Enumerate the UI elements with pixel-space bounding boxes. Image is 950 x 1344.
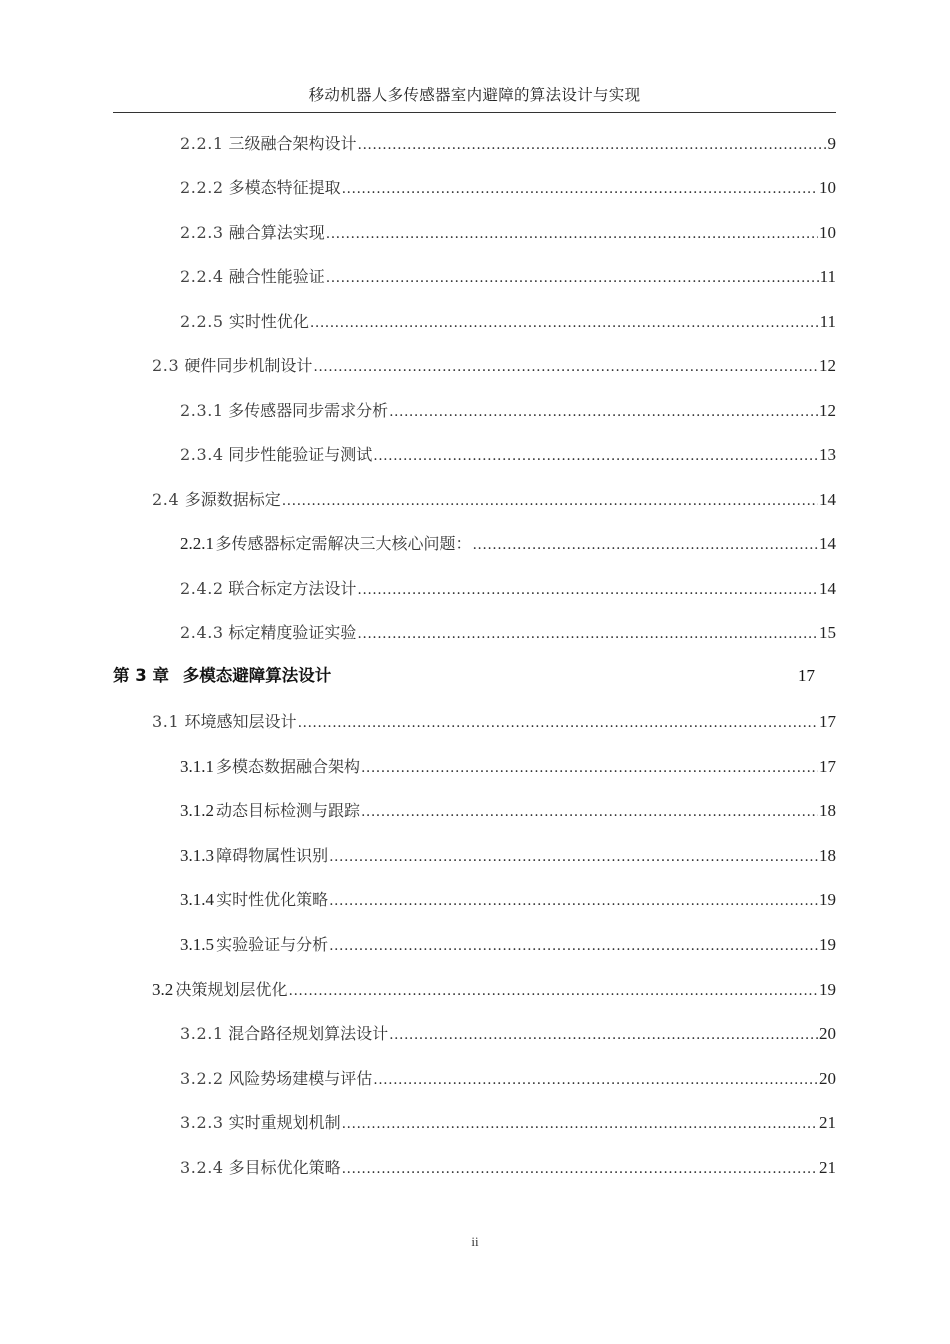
toc-entry[interactable] [180,1156,836,1181]
toc-entry-page: 14 [819,534,836,553]
toc-entry-page: 12 [819,401,836,420]
dot-leader [389,400,818,424]
toc-entry-title: 硬件同步机制设计 [184,356,313,375]
toc-entry[interactable] [152,978,836,1003]
toc-entry[interactable] [180,933,836,958]
toc-entry[interactable] [180,1067,836,1092]
toc-entry-number: 2.4.3 [180,623,224,642]
toc-entry-page: 11 [819,312,836,331]
toc-entry[interactable] [180,176,836,201]
toc-entry-number: 2.3.1 [180,401,224,420]
dot-leader [313,355,818,379]
dot-leader [342,1157,818,1181]
dot-leader [357,578,818,602]
dot-leader [289,979,818,1003]
toc-entry-number: 3.1.5 [180,935,214,954]
toc-entry-page: 21 [819,1158,836,1177]
toc-entry[interactable] [180,621,836,646]
page-number: ii [471,1234,479,1249]
toc-entry[interactable] [152,354,836,379]
toc-entry-number: 3.1 [152,712,180,731]
dot-leader [326,266,819,290]
toc-entry-title: 多源数据标定 [184,490,281,509]
toc-entry-page: 19 [819,935,836,954]
toc-entry-page: 12 [819,356,836,375]
dot-leader [358,133,827,157]
toc-entry[interactable] [180,799,836,824]
toc-entry-number: 2.3.4 [180,445,224,464]
toc-entry-title: 多传感器标定需解决三大核心问题： [215,534,472,553]
toc-entry-title: 融合性能验证 [228,267,325,286]
chapter-page: 17 [798,666,815,685]
toc-entry-number: 2.2.1 [180,534,214,553]
toc-entry-number: 3.2.3 [180,1113,224,1132]
toc-entry-title: 多模态数据融合架构 [215,757,360,776]
toc-entry-number: 3.2.2 [180,1069,224,1088]
toc-entry-page: 17 [819,712,836,731]
toc-entry[interactable] [180,221,836,246]
toc-entry-title: 动态目标检测与跟踪 [215,801,360,820]
toc-entry-page: 19 [819,890,836,909]
toc-entry-page: 11 [819,267,836,286]
toc-entry-title: 环境感知层设计 [184,712,297,731]
toc-entry-title: 实时性优化策略 [216,890,329,909]
running-header: 移动机器人多传感器室内避障的算法设计与实现 [308,86,641,104]
dot-leader [357,622,818,646]
toc-entry-title: 多传感器同步需求分析 [228,401,389,420]
dot-leader [472,533,818,557]
toc-entry[interactable] [152,488,836,513]
chapter-number: 第 3 章 [113,666,169,685]
toc-entry-number: 2.3 [152,356,180,375]
toc-entry[interactable] [180,399,836,424]
toc-entry-number: 3.1.4 [180,890,214,909]
toc-entry-page: 17 [819,757,836,776]
toc-entry-title: 风险势场建模与评估 [228,1069,373,1088]
toc-entry-number: 3.2 [152,980,174,999]
toc-entry-page: 20 [819,1024,836,1043]
toc-entry[interactable] [180,755,836,780]
toc-entry-page: 18 [819,801,836,820]
toc-entry-title: 决策规划层优化 [175,980,288,999]
dot-leader [342,1112,818,1136]
toc-entry-title: 联合标定方法设计 [228,579,357,598]
toc-entry-number: 3.1.1 [180,757,214,776]
dot-leader [298,711,818,735]
toc-entry-number: 2.4 [152,490,180,509]
toc-entry-title: 多模态特征提取 [228,178,341,197]
toc-entry-title: 实时重规划机制 [228,1113,341,1132]
toc-entry[interactable] [180,888,836,913]
toc-entry-title: 标定精度验证实验 [228,623,357,642]
toc-entry-title: 融合算法实现 [228,223,325,242]
dot-leader [326,222,818,246]
dot-leader [373,444,818,468]
toc-entry-title: 混合路径规划算法设计 [228,1024,389,1043]
header-rule [113,112,836,113]
dot-leader [282,489,818,513]
toc-entry[interactable] [180,1111,836,1136]
toc-entry-number: 3.1.2 [180,801,214,820]
toc-entry-page: 18 [819,846,836,865]
toc-entry[interactable] [180,844,836,869]
dot-leader [389,1023,818,1047]
toc-entry-page: 14 [819,490,836,509]
toc-entry-page: 10 [819,223,836,242]
dot-leader [361,756,818,780]
toc-entry-title: 同步性能验证与测试 [228,445,373,464]
toc-entry[interactable] [180,443,836,468]
toc-entry-page: 13 [819,445,836,464]
toc-entry-number: 2.2.1 [180,134,224,153]
toc-entry-title: 三级融合架构设计 [228,134,357,153]
toc-entry[interactable] [152,710,836,735]
toc-entry[interactable] [180,265,836,290]
toc-entry-page: 19 [819,980,836,999]
toc-entry-title: 实时性优化 [228,312,309,331]
toc-entry-page: 10 [819,178,836,197]
chapter-title: 多模态避障算法设计 [182,666,332,685]
toc-entry-number: 2.4.2 [180,579,224,598]
toc-entry-number: 2.2.4 [180,267,224,286]
toc-entry-number: 3.1.3 [180,846,214,865]
dot-leader [329,934,818,958]
toc-entry-number: 2.2.2 [180,178,224,197]
toc-entry[interactable] [180,532,836,557]
toc-entry-title: 多目标优化策略 [228,1158,341,1177]
toc-entry[interactable] [180,132,836,157]
toc-entry-number: 3.2.1 [180,1024,224,1043]
toc-entry[interactable] [180,1022,836,1047]
dot-leader [373,1068,818,1092]
toc-entry-page: 15 [819,623,836,642]
dot-leader [329,845,818,869]
dot-leader [361,800,818,824]
dot-leader [342,177,818,201]
toc-entry-number: 2.2.5 [180,312,224,331]
toc-entry-page: 20 [819,1069,836,1088]
toc-entry-title: 实验验证与分析 [216,935,329,954]
toc-entry-page: 21 [819,1113,836,1132]
toc-entry-title: 障碍物属性识别 [216,846,329,865]
toc-entry[interactable] [180,310,836,335]
dot-leader [329,889,818,913]
toc-entry-number: 2.2.3 [180,223,224,242]
toc-entry-page: 14 [819,579,836,598]
toc-entry-number: 3.2.4 [180,1158,224,1177]
toc-entry[interactable] [180,577,836,602]
toc-entry-page: 9 [827,134,836,153]
dot-leader [310,311,819,335]
toc-chapter-heading[interactable] [113,664,815,688]
